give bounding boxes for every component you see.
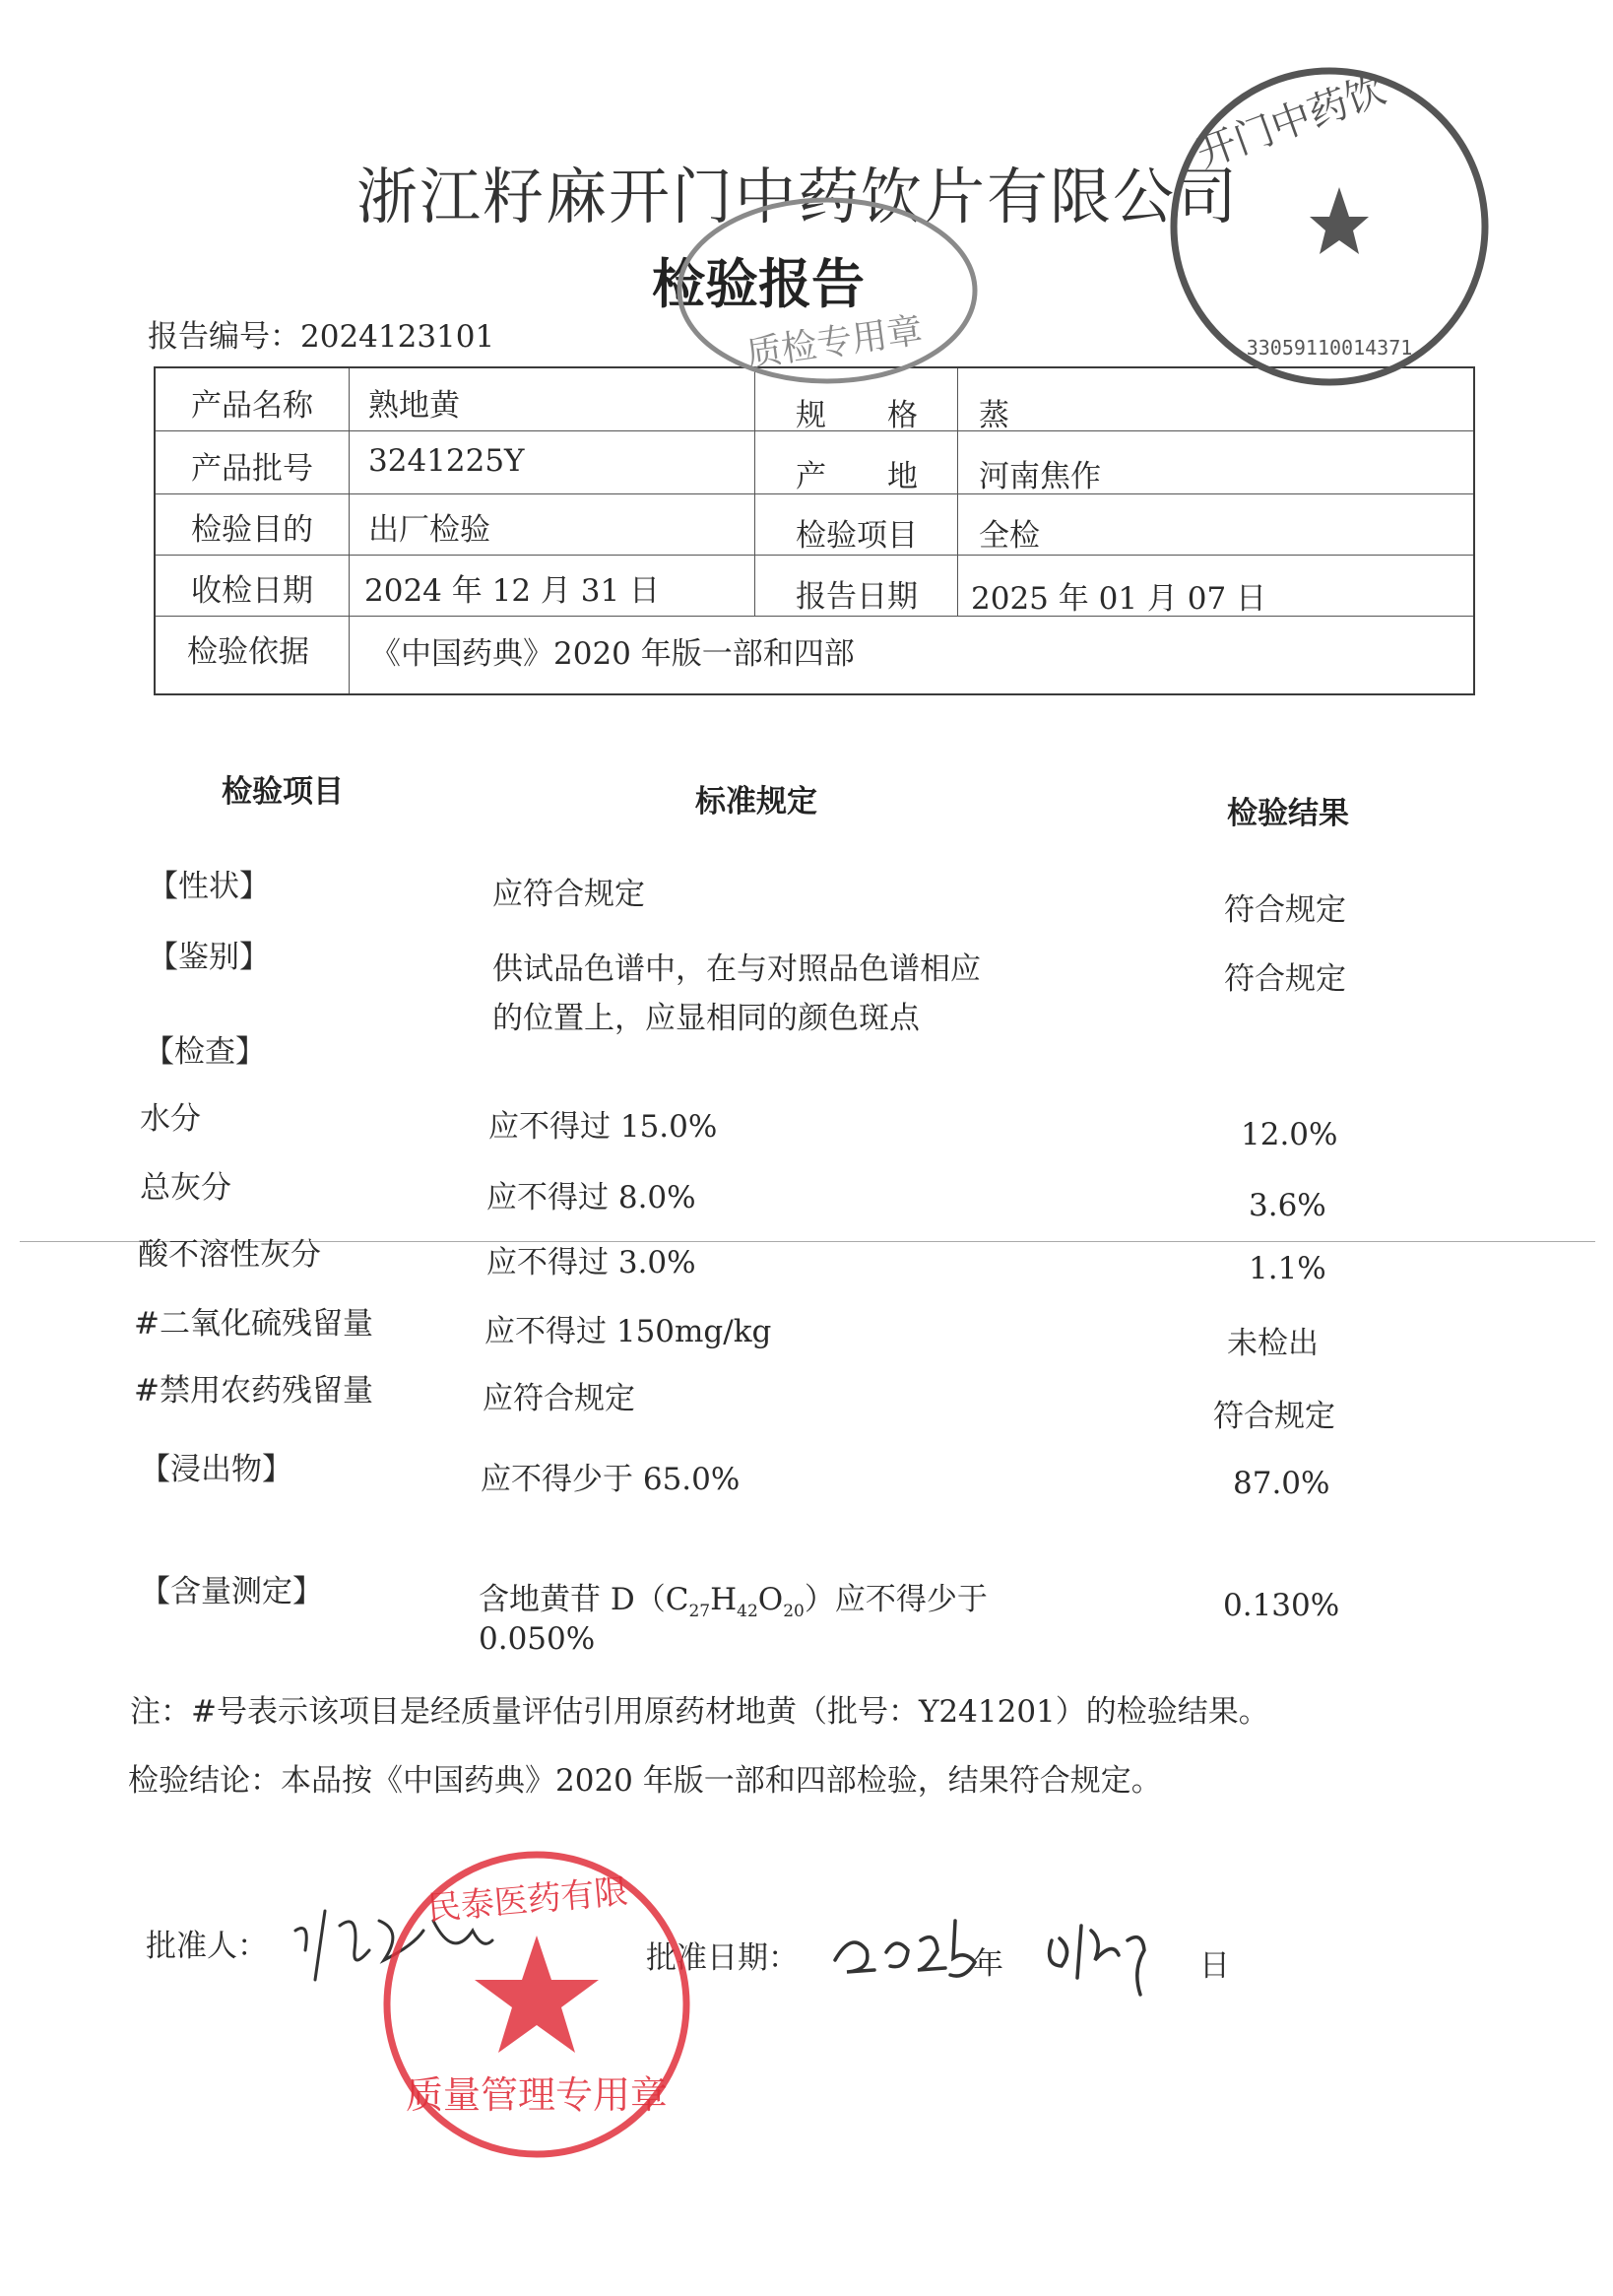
result-item: 总灰分 [140, 1170, 231, 1206]
product-name-label: 产品名称 [191, 388, 313, 424]
report-number [148, 311, 494, 356]
basis-value: 《中国药典》2020 年版一部和四部 [370, 636, 855, 672]
result-value: 符合规定 [1224, 961, 1346, 997]
result-standard: 应符合规定 [492, 877, 645, 912]
result-value: 符合规定 [1224, 892, 1346, 928]
batch-value: 3241225Y [368, 443, 525, 479]
formula-sub-c: 27 [688, 1602, 711, 1622]
purpose-value: 出厂检验 [368, 512, 490, 548]
result-item: 【浸出物】 [140, 1452, 292, 1487]
batch-label: 产品批号 [191, 451, 313, 487]
result-item: 酸不溶性灰分 [138, 1237, 321, 1273]
note: 注：#号表示该项目是经质量评估引用原药材地黄（批号：Y241201）的检验结果。 [130, 1694, 1269, 1730]
result-standard: 应符合规定 [483, 1381, 635, 1416]
result-value: 3.6% [1249, 1188, 1326, 1223]
formula-o: O [757, 1582, 784, 1617]
result-value: 未检出 [1227, 1326, 1319, 1361]
result-standard [479, 1574, 988, 1621]
basis-label: 检验依据 [187, 634, 309, 670]
result-value: 1.1% [1249, 1251, 1326, 1286]
result-standard-cont: 的位置上，应显相同的颜色斑点 [492, 1001, 920, 1036]
inspection-item-value: 全检 [979, 518, 1040, 554]
formula-h: H [710, 1582, 738, 1617]
formula-sub-o: 20 [783, 1602, 805, 1622]
quality-management-seal [374, 1842, 699, 2167]
origin-value: 河南焦作 [979, 459, 1101, 494]
approval-year-suffix: 年 [973, 1946, 1003, 1982]
report-title: 检验报告 [652, 252, 865, 315]
formula-pre: 含地黄苷 D（C [479, 1582, 689, 1617]
result-standard: 应不得过 150mg/kg [484, 1314, 772, 1349]
report-date-label: 报告日期 [796, 579, 918, 615]
company-seal [1162, 59, 1497, 394]
report-number-value: 2024123101 [300, 319, 495, 355]
conclusion: 检验结论：本品按《中国药典》2020 年版一部和四部检验，结果符合规定。 [128, 1763, 1162, 1799]
formula-sub-h: 42 [737, 1602, 758, 1622]
svg-text:质检专用章: 质检专用章 [743, 310, 926, 375]
svg-text:民泰医药有限: 民泰医药有限 [425, 1871, 630, 1930]
origin-label: 产 地 [796, 459, 918, 494]
receive-date-value: 2024 年 12 月 31 日 [364, 573, 661, 609]
results-header-standard: 标准规定 [695, 784, 817, 820]
result-standard: 应不得过 3.0% [486, 1245, 696, 1280]
results-header-result: 检验结果 [1227, 796, 1349, 831]
result-section: 【检查】 [144, 1034, 266, 1070]
receive-date-label: 收检日期 [191, 573, 313, 609]
approval-day-suffix: 日 [1199, 1948, 1230, 1984]
result-standard: 供试品色谱中，在与对照品色谱相应 [492, 951, 981, 987]
result-standard: 应不得过 15.0% [488, 1109, 718, 1145]
approver-label: 批准人： [146, 1929, 268, 1964]
result-standard-cont: 0.050% [479, 1621, 596, 1657]
result-item: 水分 [140, 1101, 201, 1137]
result-standard: 应不得过 8.0% [486, 1180, 696, 1215]
info-table [154, 366, 1475, 695]
product-name-value: 熟地黄 [368, 388, 460, 424]
result-value: 符合规定 [1213, 1399, 1335, 1434]
results-header-item: 检验项目 [222, 774, 344, 810]
formula-post: ）应不得少于 [804, 1582, 988, 1617]
result-value: 0.130% [1223, 1588, 1340, 1623]
svg-text:33059110014371: 33059110014371 [1246, 336, 1413, 360]
spec-label: 规 格 [796, 398, 918, 433]
company-name: 浙江籽麻开门中药饮片有限公司 [356, 161, 1240, 232]
report-date-value: 2025 年 01 月 07 日 [971, 581, 1267, 617]
purpose-label: 检验目的 [191, 512, 313, 548]
approval-date-handwritten [827, 1901, 1241, 2000]
result-standard: 应不得少于 65.0% [481, 1462, 741, 1497]
result-value: 12.0% [1241, 1117, 1338, 1152]
result-item: 【性状】 [148, 869, 270, 904]
qc-seal [660, 187, 995, 394]
result-item: 【鉴别】 [148, 940, 270, 975]
svg-text:开门中药饮: 开门中药饮 [1191, 66, 1392, 177]
result-item: #二氧化硫残留量 [134, 1306, 373, 1342]
report-number-label: 报告编号： [148, 319, 300, 355]
result-item: 【含量测定】 [140, 1574, 323, 1609]
approval-date-label: 批准日期： [646, 1940, 799, 1976]
inspection-item-label: 检验项目 [796, 518, 918, 554]
result-item: #禁用农药残留量 [134, 1373, 373, 1409]
result-value: 87.0% [1233, 1466, 1330, 1501]
svg-text:质量管理专用章: 质量管理专用章 [405, 2073, 669, 2117]
spec-value: 蒸 [979, 398, 1009, 433]
